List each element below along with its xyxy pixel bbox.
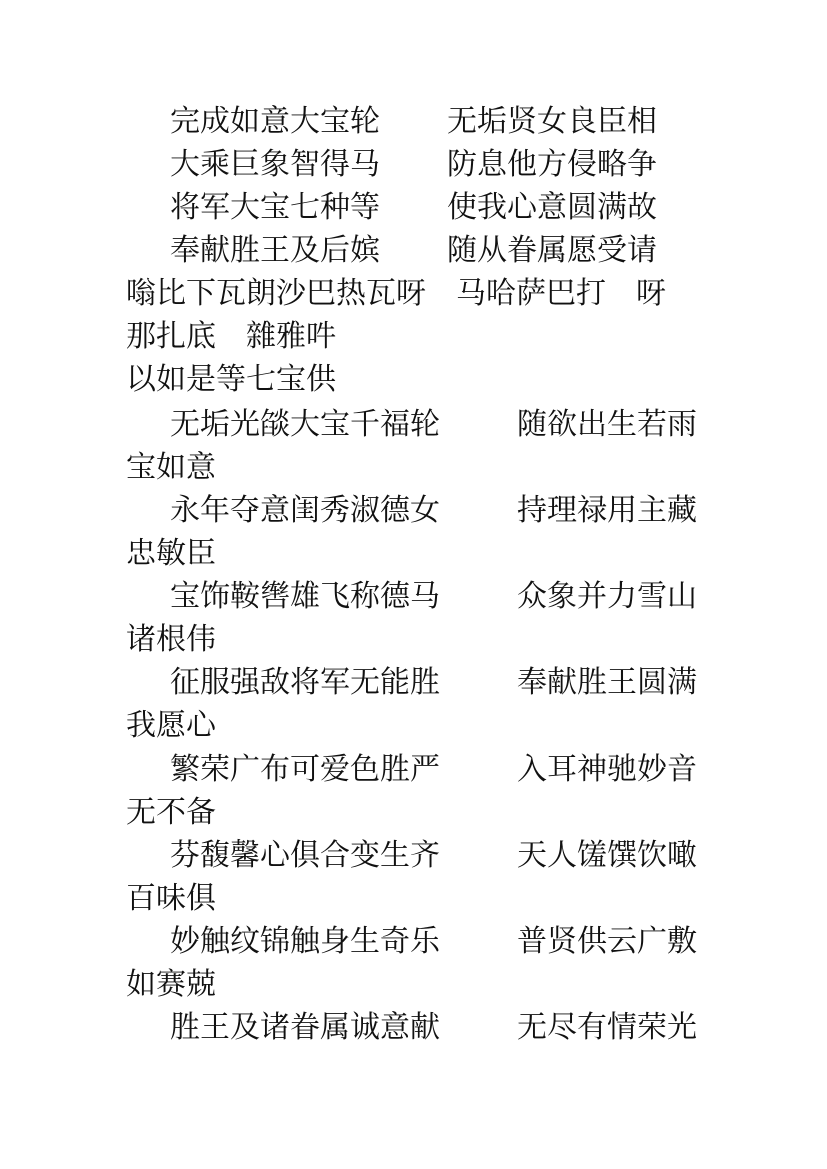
long-verse-3-left: 宝饰鞍辔雄飞称德马 — [170, 579, 440, 614]
verse-1-left: 完成如意大宝轮 — [170, 104, 380, 139]
verse-2-left: 大乘巨象智得马 — [170, 147, 380, 182]
long-verse-1-right: 随欲出生若雨 — [517, 407, 697, 442]
long-verse-2-right: 持理禄用主藏 — [517, 493, 697, 528]
verse-3-left: 将军大宝七种等 — [170, 190, 380, 225]
long-verse-8-left: 胜王及诸眷属诚意献 — [170, 1010, 440, 1045]
long-verse-2-cont: 忠敏臣 — [126, 536, 216, 571]
long-verse-4-cont: 我愿心 — [126, 708, 216, 743]
long-verse-5-left: 繁荣广布可爱色胜严 — [170, 752, 440, 787]
long-verse-6-left: 芬馥馨心俱合变生齐 — [170, 838, 440, 873]
long-verse-5-right: 入耳神驰妙音 — [517, 752, 697, 787]
long-verse-6-cont: 百味俱 — [126, 881, 216, 916]
offering-line: 以如是等七宝供 — [126, 362, 336, 397]
verse-3-right: 使我心意圆满故 — [447, 190, 657, 225]
verse-4-left: 奉献胜王及后嫔 — [170, 233, 380, 268]
long-verse-6-right: 天人馐馔饮噉 — [517, 838, 697, 873]
long-verse-3-right: 众象并力雪山 — [517, 579, 697, 614]
verse-4-right: 随从眷属愿受请 — [447, 233, 657, 268]
long-verse-7-left: 妙触纹锦触身生奇乐 — [170, 924, 440, 959]
long-verse-4-right: 奉献胜王圆满 — [517, 665, 697, 700]
verse-1-right: 无垢贤女良臣相 — [447, 104, 657, 139]
long-verse-7-right: 普贤供云广敷 — [517, 924, 697, 959]
long-verse-2-left: 永年夺意闺秀淑德女 — [170, 493, 440, 528]
verse-2-right: 防息他方侵略争 — [447, 147, 657, 182]
mantra-line-1: 嗡比下瓦朗沙巴热瓦呀 马哈萨巴打 呀 — [126, 276, 666, 311]
long-verse-4-left: 征服强敌将军无能胜 — [170, 665, 440, 700]
long-verse-1-cont: 宝如意 — [126, 450, 216, 485]
long-verse-8-right: 无尽有情荣光 — [517, 1010, 697, 1045]
long-verse-3-cont: 诸根伟 — [126, 622, 216, 657]
long-verse-1-left: 无垢光燄大宝千福轮 — [170, 407, 440, 442]
mantra-line-2: 那扎底 雜雅吽 — [126, 319, 336, 354]
long-verse-5-cont: 无不备 — [126, 795, 216, 830]
long-verse-7-cont: 如赛兢 — [126, 967, 216, 1002]
